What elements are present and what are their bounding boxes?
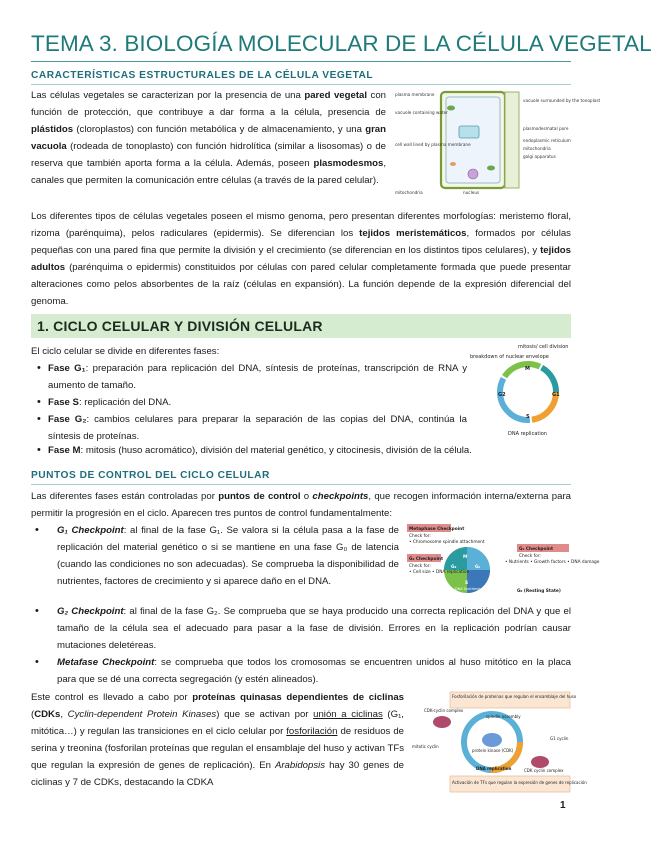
phase-s: S [526, 414, 530, 420]
cdk-complex-shape-2 [531, 756, 549, 768]
title-underline [31, 61, 571, 62]
cycle-label-top: mitosis/ cell division [518, 344, 569, 350]
fig-label: golgi apparatus [523, 154, 556, 159]
list-item: • Fase M: mitosis (huso acromático), división del material genético, y citocinesis, división de la célula. [37, 442, 571, 459]
cdk-pk: protein kinase (CDK) [472, 748, 514, 753]
circle-g2: G₂ [451, 565, 457, 570]
paragraph-cdks: Este control es llevado a cabo por proteínas quinasas dependientes de ciclinas (CDKs, Cyclin-dependent Protein Kinases) que se activan por unión a ciclinas (G₁, mitótica…) y regulan las transiciones en el ciclo celular por fosforilación de residuos de serina y treonina (fosforilan proteínas que regulan el ensamblaje del huso y activan TFs que regulan la expresión de genes de replicación). En Arabidopsis hay 30 genes de ciclinas y 7 de CDKs, destacando la CDKA [31, 692, 404, 788]
fig-label: cell wall lined by plasma membrane [395, 142, 471, 147]
g1-title: G₁ Checkpoint [519, 547, 554, 552]
fig-label: plasmodesmatal pore [523, 126, 569, 131]
page-title: TEMA 3. BIOLOGÍA MOLECULAR DE LA CÉLULA VEGETAL [31, 31, 652, 56]
cdk-mitotic-cyclin: mitotic cyclin [412, 744, 439, 749]
page-number: 1 [560, 800, 566, 811]
list-item: • G₁ Checkpoint: al final de la fase G₁. Se valora si la célula pasa a la fase de replicación del material genético o si se mantiene en una fase G₀ de latencia (cuando las condiciones no son adecuadas). Se comprueba la disponibilidad de nutrientes, factores de crecimiento y si aparece daño en el DNA. [31, 522, 399, 590]
cdk-g1-cyclin: G1 cyclin [550, 736, 569, 741]
cdk-complex-shape [433, 716, 451, 728]
section-heading-structure: CARACTERÍSTICAS ESTRUCTURALES DE LA CÉLULA VEGETAL [31, 70, 374, 81]
list-item: • Metafase Checkpoint: se comprueba que todos los cromosomas se encuentren unidos al huso mitótico en la placa para que se dé una correcta segregación (y estén alineados). [31, 654, 571, 688]
section-divider [31, 84, 571, 85]
g2-sub: Check for: [409, 564, 431, 569]
fig-label: mitochondria [395, 190, 423, 195]
circle-m: M [463, 555, 468, 560]
circle-g1: G₁ [475, 565, 481, 570]
cdk-top-note: Fosforilación de proteínas que regulan el ensamblaje del huso [452, 694, 577, 699]
checkpoint-list [31, 522, 399, 590]
list-item: • Fase S: replicación del DNA. [37, 394, 467, 411]
paragraph-cell-structure: Las células vegetales se caracterizan por la presencia de una pared vegetal con función de protección, que contribuye a dar forma a la célula, presencia de plástidos (cloroplastos) con función metabólica y de almacenamiento, y una gran vacuola (rodeada de tonoplasto) con función hidrolítica (similar a lisosomas) o de reserva que también aporta forma a la célula. Además, poseen plasmodesmos, canales que permiten la comunicación entre células (a través de la pared celular). [31, 90, 386, 186]
section-divider [31, 484, 571, 485]
g2-title: G₂ Checkpoint [409, 557, 444, 562]
fig-label: vacuole surrounded by the tonoplast [523, 98, 601, 103]
plant-cell-figure [393, 86, 601, 198]
metaphase-item: • Chromosome spindle attachment [409, 540, 485, 545]
cell-cycle-figure [470, 340, 571, 438]
phase-g2: G2 [498, 392, 506, 398]
cdk-complex2: CDK cyclin complex [524, 768, 564, 773]
phase-m: M [525, 366, 530, 372]
list-item: • Fase G₁: preparación para replicación del DNA, síntesis de proteínas, transcripción de RNA y aumento de tamaño. [37, 360, 467, 394]
fig-label: plasma membrane [395, 92, 435, 97]
nucleus-shape [468, 169, 478, 179]
protein-kinase-shape [482, 733, 502, 747]
paragraph-checkpoints: Las diferentes fases están controladas por puntos de control o checkpoints, que recogen información interna/externa para permitir la progresión en el ciclo. Aparecen tres puntos de control fundamentalmente: [31, 491, 571, 519]
circle-dna: DNA Synthesis [455, 587, 481, 591]
cdk-dna: DNA replication [476, 766, 512, 771]
list-item: • Fase G₂: cambios celulares para preparar la separación de las copias del DNA, continúa la síntesis de proteínas. [37, 411, 467, 445]
fig-label: endoplasmic reticulum [523, 138, 571, 143]
g1-sub: Check for: [519, 554, 541, 559]
fig-label: nucleus [463, 190, 480, 195]
checkpoint-figure [405, 520, 600, 602]
checkpoint-list-2 [31, 603, 571, 688]
cdk-complex-label: CDK-cyclin complex [424, 708, 464, 713]
cycle-label-left: breakdown of nuclear envelope [470, 354, 549, 360]
phase-list [37, 360, 467, 445]
g2-items: • Cell size • DNA replication [409, 570, 470, 575]
section-heading-checkpoints: PUNTOS DE CONTROL DEL CICLO CELULAR [31, 470, 270, 481]
circle-s: S [465, 581, 469, 586]
metaphase-sub: Check for: [409, 534, 431, 539]
cdk-cycle-figure [412, 690, 587, 795]
phase-g1: G1 [552, 392, 560, 398]
cdk-bottom-note: Activación de TFs que regulan la expresión de genes de replicación [452, 780, 587, 785]
section-heading-cell-cycle: 1. CICLO CELULAR Y DIVISIÓN CELULAR [37, 318, 323, 334]
fig-label: vacuole containing water [395, 110, 448, 115]
phase-list-last [37, 442, 571, 459]
cycle-intro: El ciclo celular se divide en diferentes fases: [31, 346, 220, 357]
metaphase-title: Metaphase Checkpoint [409, 527, 465, 532]
paragraph-cell-types: Los diferentes tipos de células vegetales poseen el mismo genoma, pero presentan diferentes morfologías: meristemo floral, rizoma (parénquima), pelos radiculares (epidermis). Se diferencian los tejidos meristemáticos, formados por células pequeñas con una pared fina que permite la división y el crecimiento (se diferencian en los distintos tipos celulares), y tejidos adultos (parénquima o epidermis) constituidos por células con pared celular completamente formada que puede presentar alteraciones como pelos absorbentes de la raíz (células en expansión). La función depende de la expresión diferencial del genoma. [31, 211, 571, 307]
cdk-spindle: spindle assembly [486, 714, 521, 719]
g0-label: G₀ (Resting State) [517, 589, 561, 594]
g1-items: • Nutrients • Growth factors • DNA damage [505, 560, 600, 565]
fig-label: mitochondria [523, 146, 551, 151]
list-item: • G₂ Checkpoint: al final de la fase G₂. Se comprueba que se haya producido una correcta replicación del DNA y que el tamaño de la célula sea el adecuado para pasar a la fase de división. Errores en la replicación podrían causar mutaciones deletéreas. [31, 603, 571, 654]
cycle-label-bottom: DNA replication [508, 431, 547, 437]
